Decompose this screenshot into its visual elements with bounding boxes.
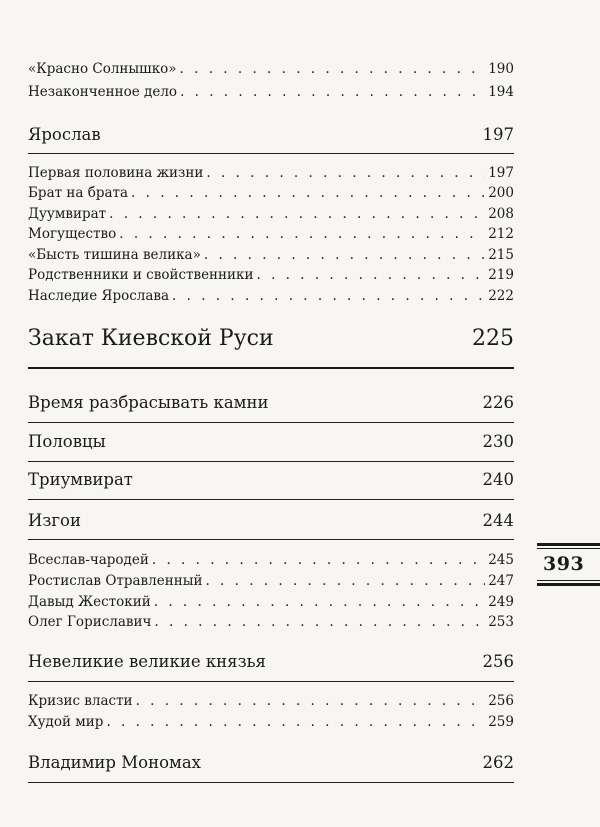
dot-leader xyxy=(180,84,485,100)
entry-title: Наследие Ярослава xyxy=(28,288,170,304)
entry-title: Олег Гориславич xyxy=(28,614,152,630)
folio-bar-bottom-thin xyxy=(537,580,600,581)
entry-title: Триумвират xyxy=(28,470,133,489)
entry-title: Родственники и свойственники xyxy=(28,267,254,283)
rule-divider xyxy=(28,422,514,423)
toc-entry-chapter xyxy=(28,432,514,451)
toc-entry-chapter xyxy=(28,511,514,530)
entry-page: 219 xyxy=(488,267,514,283)
dot-leader xyxy=(172,288,485,304)
toc-entry-section xyxy=(28,594,514,610)
entry-page: 256 xyxy=(488,693,514,709)
toc-entry-chapter xyxy=(28,125,514,144)
entry-page: 256 xyxy=(482,652,514,671)
page-number: 393 xyxy=(543,553,585,575)
folio-bar-top xyxy=(537,543,600,546)
dot-leader xyxy=(109,206,485,222)
entry-title: Могущество xyxy=(28,226,117,242)
toc-entry-section xyxy=(28,693,514,709)
entry-title: Половцы xyxy=(28,432,106,451)
toc-entry-section xyxy=(28,267,514,283)
rule-divider xyxy=(28,153,514,154)
entry-title: Закат Киевской Руси xyxy=(28,326,274,351)
entry-page: 222 xyxy=(488,288,514,304)
entry-page: 190 xyxy=(488,61,514,77)
toc-entry-chapter xyxy=(28,753,514,772)
entry-page: 197 xyxy=(482,125,514,144)
entry-page: 226 xyxy=(482,393,514,412)
entry-title: Кризис власти xyxy=(28,693,133,709)
entry-page: 262 xyxy=(482,753,514,772)
dot-leader xyxy=(180,61,486,77)
rule-divider xyxy=(28,681,514,682)
entry-page: 197 xyxy=(488,165,514,181)
entry-title: «Красно Солнышко» xyxy=(28,61,177,77)
toc-entry-section xyxy=(28,165,514,181)
dot-leader xyxy=(205,573,485,589)
entry-page: 253 xyxy=(488,614,514,630)
entry-title: Худой мир xyxy=(28,714,104,730)
rule-divider xyxy=(28,499,514,500)
rule-divider xyxy=(28,539,514,540)
entry-page: 245 xyxy=(488,552,514,568)
toc-entry-chapter xyxy=(28,470,514,489)
dot-leader xyxy=(136,693,486,709)
toc-entry-section xyxy=(28,206,514,222)
toc-entry-section xyxy=(28,247,514,263)
entry-page: 240 xyxy=(482,470,514,489)
toc-entry-section xyxy=(28,288,514,304)
table-of-contents xyxy=(28,0,514,827)
entry-page: 230 xyxy=(482,432,514,451)
rule-divider xyxy=(28,782,514,783)
entry-title: Всеслав-чародей xyxy=(28,552,149,568)
entry-page: 259 xyxy=(488,714,514,730)
toc-entry-section xyxy=(28,84,514,100)
toc-entry-section xyxy=(28,714,514,730)
entry-title: Первая половина жизни xyxy=(28,165,204,181)
entry-title: Ярослав xyxy=(28,125,101,144)
entry-page: 212 xyxy=(488,226,514,242)
dot-leader xyxy=(154,594,485,610)
dot-leader xyxy=(131,185,485,201)
dot-leader xyxy=(257,267,486,283)
toc-entry-section xyxy=(28,573,514,589)
folio-bar-bottom xyxy=(537,583,600,586)
dot-leader xyxy=(206,165,485,181)
entry-title: Невеликие великие князья xyxy=(28,652,266,671)
entry-page: 194 xyxy=(488,84,514,100)
entry-title: Дуумвират xyxy=(28,206,107,222)
entry-title: Владимир Мономах xyxy=(28,753,201,772)
entry-title: Время разбрасывать камни xyxy=(28,393,269,412)
toc-entry-section xyxy=(28,614,514,630)
toc-entry-section xyxy=(28,552,514,568)
entry-page: 215 xyxy=(488,247,514,263)
rule-divider-thick xyxy=(28,367,514,369)
toc-entry-part xyxy=(28,326,514,351)
toc-entry-chapter xyxy=(28,393,514,412)
entry-title: Брат на брата xyxy=(28,185,129,201)
entry-title: Давыд Жестокий xyxy=(28,594,151,610)
entry-page: 208 xyxy=(488,206,514,222)
entry-page: 200 xyxy=(488,185,514,201)
entry-title: Незаконченное дело xyxy=(28,84,178,100)
entry-title: Изгои xyxy=(28,511,81,530)
toc-entry-section xyxy=(28,185,514,201)
entry-page: 247 xyxy=(488,573,514,589)
dot-leader xyxy=(119,226,485,242)
rule-divider xyxy=(28,461,514,462)
toc-entry-chapter xyxy=(28,652,514,671)
entry-title: «Бысть тишина велика» xyxy=(28,247,201,263)
dot-leader xyxy=(106,714,485,730)
folio-bar-top-thin xyxy=(537,548,600,549)
entry-page: 244 xyxy=(482,511,514,530)
entry-page: 225 xyxy=(472,326,514,351)
toc-entry-section xyxy=(28,61,514,77)
toc-entry-section xyxy=(28,226,514,242)
entry-title: Ростислав Отравленный xyxy=(28,573,203,589)
entry-page: 249 xyxy=(488,594,514,610)
dot-leader xyxy=(152,552,485,568)
dot-leader xyxy=(204,247,485,263)
dot-leader xyxy=(154,614,485,630)
